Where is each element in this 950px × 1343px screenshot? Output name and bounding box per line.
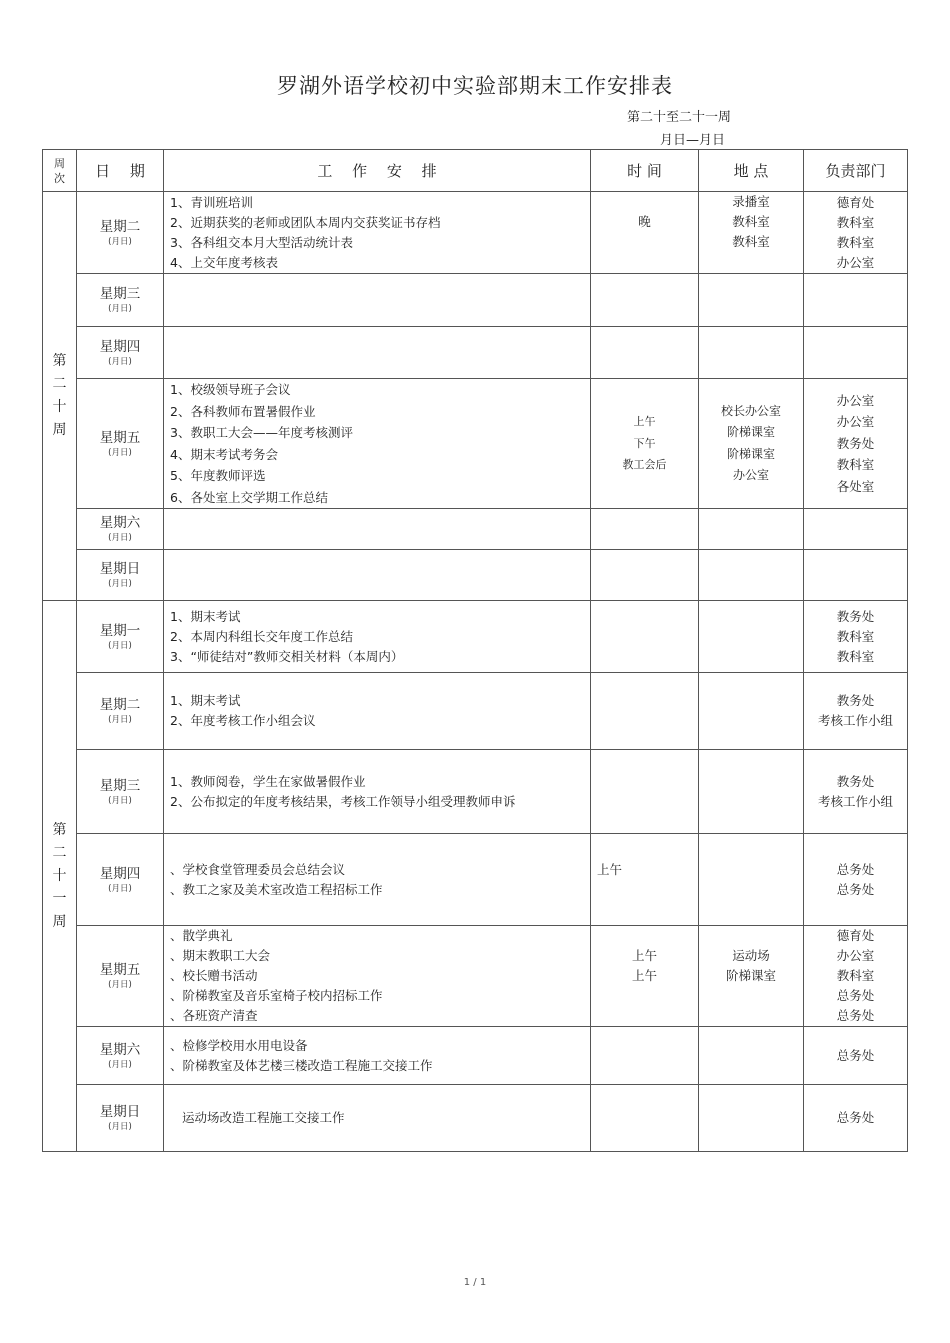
header-week-line: 次 bbox=[54, 171, 65, 185]
task-cell bbox=[164, 673, 591, 750]
time-cell bbox=[591, 327, 699, 379]
week-char: 二 bbox=[52, 376, 67, 392]
dept-item: 教务处 bbox=[836, 693, 875, 708]
day-date: (月日) bbox=[108, 795, 132, 806]
task-item: 2、公布拟定的年度考核结果，考核工作领导小组受理教师申诉 bbox=[170, 793, 516, 809]
place-item: 阶梯课室 bbox=[726, 446, 775, 461]
task-cell bbox=[164, 926, 591, 1027]
dept-item: 教科室 bbox=[836, 968, 875, 983]
task-item: 5、年度教师评选 bbox=[170, 468, 266, 483]
day-name: 星期三 bbox=[99, 777, 141, 794]
week-char: 周 bbox=[52, 913, 67, 930]
document-title: 罗湖外语学校初中实验部期末工作安排表 bbox=[277, 74, 673, 98]
time-item: 上午 bbox=[597, 861, 623, 877]
time-cell bbox=[591, 834, 699, 926]
task-item: 1、教师阅卷，学生在家做暑假作业 bbox=[170, 773, 366, 789]
header-week-line: 周 bbox=[54, 156, 65, 170]
day-cell bbox=[77, 1027, 164, 1085]
place-item: 校长办公室 bbox=[720, 403, 781, 418]
task-cell bbox=[164, 1027, 591, 1085]
task-cell bbox=[164, 750, 591, 834]
task-item: 、教工之家及美术室改造工程招标工作 bbox=[170, 881, 383, 897]
task-cell bbox=[164, 509, 591, 550]
dept-cell bbox=[804, 327, 908, 379]
task-cell bbox=[164, 1085, 591, 1152]
place-item: 教科室 bbox=[732, 234, 770, 249]
day-cell bbox=[77, 192, 164, 274]
task-item: 、阶梯教室及体艺楼三楼改造工程施工交接工作 bbox=[170, 1057, 433, 1073]
dept-item: 教务处 bbox=[836, 608, 875, 624]
task-item: 2、近期获奖的老师或团队本周内交获奖证书存档 bbox=[170, 214, 441, 230]
day-date: (月日) bbox=[108, 640, 132, 651]
table-row bbox=[43, 327, 908, 379]
time-item: 教工会后 bbox=[622, 458, 667, 472]
week-char: 第 bbox=[52, 821, 67, 838]
place-item: 教科室 bbox=[732, 214, 770, 229]
day-name: 星期四 bbox=[99, 865, 141, 882]
time-cell bbox=[591, 192, 699, 274]
week20-label bbox=[43, 192, 77, 601]
table-row bbox=[43, 926, 908, 1027]
place-item: 阶梯课室 bbox=[725, 968, 776, 983]
day-name: 星期六 bbox=[99, 515, 141, 531]
day-cell bbox=[77, 1085, 164, 1152]
task-item: 4、期末考试考务会 bbox=[170, 446, 278, 462]
day-name: 星期日 bbox=[99, 1104, 141, 1120]
dept-item: 德育处 bbox=[836, 194, 875, 210]
header-week bbox=[43, 150, 77, 192]
day-cell bbox=[77, 274, 164, 327]
day-date: (月日) bbox=[108, 883, 132, 894]
table-row bbox=[43, 1085, 908, 1152]
day-cell bbox=[77, 509, 164, 550]
time-item: 晚 bbox=[638, 214, 651, 229]
task-item: 、散学典礼 bbox=[170, 928, 233, 943]
dept-item: 教科室 bbox=[836, 648, 875, 664]
dept-item: 办公室 bbox=[836, 948, 875, 963]
place-cell bbox=[699, 1027, 804, 1085]
time-cell bbox=[591, 750, 699, 834]
time-item: 下午 bbox=[633, 436, 656, 450]
task-cell bbox=[164, 379, 591, 509]
task-cell bbox=[164, 550, 591, 601]
task-item: 、检修学校用水用电设备 bbox=[170, 1037, 308, 1053]
dept-cell bbox=[804, 926, 908, 1027]
day-cell bbox=[77, 601, 164, 673]
dept-cell bbox=[804, 601, 908, 673]
place-cell bbox=[699, 673, 804, 750]
day-date: (月日) bbox=[108, 356, 132, 367]
task-item: 、期末教职工大会 bbox=[170, 948, 271, 963]
schedule-table bbox=[42, 149, 908, 1152]
time-cell bbox=[591, 550, 699, 601]
day-name: 星期三 bbox=[99, 286, 141, 302]
week-char: 十 bbox=[52, 867, 67, 884]
task-item: 4、上交年度考核表 bbox=[170, 254, 278, 270]
place-cell bbox=[699, 1085, 804, 1152]
time-item: 上午 bbox=[631, 948, 657, 963]
place-cell bbox=[699, 834, 804, 926]
time-item: 上午 bbox=[631, 968, 657, 983]
task-item: 、各班资产清查 bbox=[170, 1008, 258, 1023]
day-name: 星期一 bbox=[99, 622, 141, 639]
day-cell bbox=[77, 327, 164, 379]
task-item: 1、校级领导班子会议 bbox=[170, 382, 291, 397]
task-item: 2、各科教师布置暑假作业 bbox=[170, 403, 316, 419]
day-name: 星期五 bbox=[99, 429, 141, 446]
task-item: 1、青训班培训 bbox=[170, 194, 253, 210]
table-row bbox=[43, 379, 908, 509]
dept-cell bbox=[804, 274, 908, 327]
task-item: 6、各处室上交学期工作总结 bbox=[170, 489, 328, 505]
table-row bbox=[43, 274, 908, 327]
dept-item: 总务处 bbox=[836, 881, 875, 897]
place-cell bbox=[699, 192, 804, 274]
time-item: 上午 bbox=[633, 415, 656, 429]
dept-item: 办公室 bbox=[836, 254, 875, 270]
place-cell bbox=[699, 509, 804, 550]
week-char: 周 bbox=[52, 422, 67, 438]
day-date: (月日) bbox=[108, 236, 132, 247]
week-char: 第 bbox=[52, 353, 67, 369]
place-cell bbox=[699, 601, 804, 673]
place-item: 运动场 bbox=[732, 948, 770, 963]
dept-cell bbox=[804, 673, 908, 750]
day-date: (月日) bbox=[108, 533, 132, 543]
dept-cell bbox=[804, 834, 908, 926]
dept-cell bbox=[804, 509, 908, 550]
time-cell bbox=[591, 601, 699, 673]
week-char: 十 bbox=[52, 399, 67, 415]
dept-item: 办公室 bbox=[836, 414, 875, 430]
date-range: 月日—月日 bbox=[660, 133, 726, 148]
table-row bbox=[43, 673, 908, 750]
day-date: (月日) bbox=[108, 1122, 132, 1132]
time-cell bbox=[591, 673, 699, 750]
table-row bbox=[43, 601, 908, 673]
task-cell bbox=[164, 834, 591, 926]
day-name: 星期五 bbox=[99, 962, 141, 978]
time-cell bbox=[591, 274, 699, 327]
day-date: (月日) bbox=[108, 304, 132, 314]
dept-item: 办公室 bbox=[836, 392, 875, 408]
place-cell bbox=[699, 926, 804, 1027]
table-row bbox=[43, 550, 908, 601]
day-date: (月日) bbox=[108, 715, 132, 725]
dept-cell bbox=[804, 1027, 908, 1085]
header-date: 日 期 bbox=[77, 150, 164, 192]
place-item: 办公室 bbox=[732, 468, 769, 482]
place-item: 阶梯课室 bbox=[726, 425, 775, 439]
week-char: 一 bbox=[52, 890, 67, 907]
task-cell bbox=[164, 601, 591, 673]
dept-item: 教科室 bbox=[836, 214, 875, 230]
day-name: 星期日 bbox=[99, 561, 141, 577]
task-item: 运动场改造工程施工交接工作 bbox=[182, 1110, 345, 1125]
dept-cell bbox=[804, 550, 908, 601]
task-item: 2、年度考核工作小组会议 bbox=[170, 713, 316, 728]
header-row bbox=[43, 150, 908, 192]
task-cell bbox=[164, 192, 591, 274]
task-item: 、学校食堂管理委员会总结会议 bbox=[170, 861, 346, 877]
place-cell bbox=[699, 274, 804, 327]
day-cell bbox=[77, 379, 164, 509]
day-cell bbox=[77, 550, 164, 601]
day-cell bbox=[77, 750, 164, 834]
place-cell bbox=[699, 379, 804, 509]
day-name: 星期四 bbox=[99, 338, 141, 355]
time-cell bbox=[591, 926, 699, 1027]
dept-item: 总务处 bbox=[836, 1110, 875, 1125]
task-item: 1、期末考试 bbox=[170, 608, 241, 624]
day-cell bbox=[77, 926, 164, 1027]
dept-cell bbox=[804, 750, 908, 834]
day-date: (月日) bbox=[108, 980, 132, 990]
dept-item: 总务处 bbox=[836, 988, 875, 1003]
task-item: 3、各科组交本月大型活动统计表 bbox=[170, 234, 353, 250]
header-place: 地 点 bbox=[699, 150, 804, 192]
dept-item: 总务处 bbox=[836, 861, 875, 877]
table-row bbox=[43, 192, 908, 274]
day-date: (月日) bbox=[108, 447, 132, 458]
day-cell bbox=[77, 834, 164, 926]
task-item: 3、教职工大会——年度考核测评 bbox=[170, 425, 353, 440]
table-row bbox=[43, 1027, 908, 1085]
dept-cell bbox=[804, 1085, 908, 1152]
task-item: 1、期末考试 bbox=[170, 693, 241, 708]
table-row bbox=[43, 509, 908, 550]
header-dept: 负责部门 bbox=[804, 150, 908, 192]
week21-label bbox=[43, 601, 77, 1152]
dept-item: 考核工作小组 bbox=[817, 713, 893, 728]
header-work: 工 作 安 排 bbox=[164, 150, 591, 192]
dept-item: 教务处 bbox=[836, 773, 875, 789]
table-row bbox=[43, 750, 908, 834]
place-cell bbox=[699, 750, 804, 834]
day-name: 星期二 bbox=[99, 697, 141, 713]
header-time: 时 间 bbox=[591, 150, 699, 192]
day-date: (月日) bbox=[108, 579, 132, 589]
dept-item: 教务处 bbox=[836, 435, 875, 451]
day-date: (月日) bbox=[108, 1059, 132, 1070]
dept-item: 教科室 bbox=[836, 234, 875, 250]
week-char: 二 bbox=[52, 844, 67, 861]
time-cell bbox=[591, 379, 699, 509]
dept-cell bbox=[804, 379, 908, 509]
week-range: 第二十至二十一周 bbox=[627, 110, 732, 125]
day-name: 星期六 bbox=[99, 1041, 141, 1058]
task-cell bbox=[164, 274, 591, 327]
place-item: 录播室 bbox=[732, 194, 770, 209]
time-cell bbox=[591, 1027, 699, 1085]
task-item: 2、本周内科组长交年度工作总结 bbox=[170, 628, 353, 644]
table-row bbox=[43, 834, 908, 926]
task-item: 、校长赠书活动 bbox=[170, 968, 258, 983]
place-cell bbox=[699, 327, 804, 379]
time-cell bbox=[591, 1085, 699, 1152]
dept-item: 德育处 bbox=[836, 928, 875, 943]
dept-cell bbox=[804, 192, 908, 274]
dept-item: 各处室 bbox=[836, 478, 875, 494]
time-cell bbox=[591, 509, 699, 550]
day-cell bbox=[77, 673, 164, 750]
place-cell bbox=[699, 550, 804, 601]
task-cell bbox=[164, 327, 591, 379]
dept-item: 教科室 bbox=[836, 457, 875, 473]
day-name: 星期二 bbox=[99, 218, 141, 235]
task-item: 3、“师徒结对”教师交相关材料（本周内） bbox=[170, 648, 404, 664]
dept-item: 总务处 bbox=[836, 1047, 875, 1063]
dept-item: 教科室 bbox=[836, 628, 875, 644]
page-number: 1 / 1 bbox=[463, 1277, 487, 1288]
dept-item: 总务处 bbox=[836, 1008, 875, 1023]
dept-item: 考核工作小组 bbox=[817, 793, 893, 809]
task-item: 、阶梯教室及音乐室椅子校内招标工作 bbox=[170, 988, 383, 1003]
